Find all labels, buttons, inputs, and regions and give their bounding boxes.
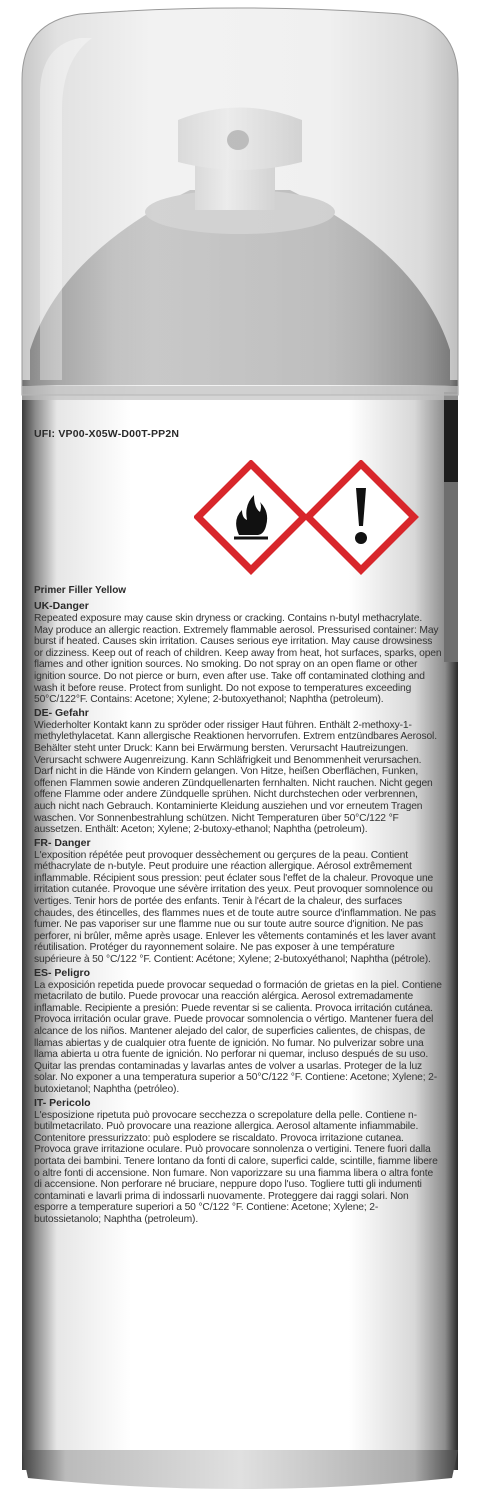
section-text: L'esposizione ripetuta può provocare secchezza o screpolature della pelle. Contiene n-butilmetacrilato. Può provocare una reazione allergica. Aerosol altamente infiammabile. Contenitore pressurizzato: può esplodere se riscaldato. Provoca irritazione cutanea. Provoca grave irritazione oculare. Può provocare sonnolenza o vertigini. Tenere fuori dalla portata dei bambini. Tenere lontano da fonti di calore, superfici calde, scintille, fiamme libere o altre fonti di accensione. Non fumare. Non vaporizzare su una fiamma libera o altra fonte di accensione. Non perforare né bruciare, neppure dopo l'uso. Togliere tutti gli indumenti contaminati e lavarli prima di indossarli nuovamente. Proteggere dai raggi solari. Non esporre a temperature superiori a 50 °C/122 °F. Contiene: Acetone; Xylene; 2-butossietanolo; Naphtha (petroleum). xyxy=(34,1109,438,1225)
cap-rim xyxy=(22,386,458,400)
section-title: ES- Peligro xyxy=(34,966,91,979)
section-text: Repeated exposure may cause skin dryness or cracking. Contains n-butyl methacrylate. May produce an allergic reaction. Extremely flammable aerosol. Pressurised container: May burst if heated. Causes skin irritation. Causes serious eye irritation. May cause drowsiness or dizziness. Keep out of reach of children. Keep away from heat, hot surfaces, sparks, open flames and other ignition sources. No smoking. Do not spray on an open flame or other ignition source. Do not pierce or burn, even after use. Take off contaminated clothing and wash it before reuse. Protect from sunlight. Do not expose to temperatures exceeding 50°C/122°F. Contains: Acetone; Xylene; 2-butoxyethanol; Naphtha (petroleum). xyxy=(34,613,442,706)
transparent-cap xyxy=(22,8,458,395)
section-text: La exposición repetida puede provocar sequedad o formación de grietas en la piel. Contiene metacrilato de butilo. Puede provocar una reacción alérgica. Aerosol extremadamente inflamable. Recipiente a presión: Puede reventar si se calienta. Provoca irritación cutánea. Provoca irritación ocular grave. Puede provocar somnolencia o vértigo. Mantener fuera del alcance de los niños. Mantener alejado del calor, de superficies calientes, de chispas, de llamas abiertas y de cualquier otra fuente de ignición. No fumar. No pulverizar sobre una llama abierta u otra fuente de ignición. No perforar ni quemar, incluso después de su uso. Quitar las prendas contaminadas y lavarlas antes de volver a usarlas. Proteger de la luz solar. No exponer a una temperatura superior a 50°C/122 °F. Contiene: Acetone; Xylene; 2-butoxietanol; Naphtha (petróleo). xyxy=(34,979,442,1095)
exclamation-mark-pictogram-icon xyxy=(308,464,414,570)
section-title: DE- Gefahr xyxy=(34,706,89,719)
section-es xyxy=(34,967,442,1096)
section-title: UK-Danger xyxy=(34,600,89,612)
can-bottom-rim xyxy=(22,1450,458,1489)
section-title: IT- Pericolo xyxy=(34,1096,91,1109)
can-right-stripe xyxy=(444,392,458,482)
section-text: Wiederholter Kontakt kann zu spröder oder rissiger Haut führen. Enthält 2-methoxy-1-methylethylacetat. Kann allergische Reaktionen hervorrufen. Extrem entzündbares Aerosol. Behälter steht unter Druck: Kann bei Erwärmung bersten. Verursacht Hautreizungen. Verursacht schwere Augenreizung. Kann Schläfrigkeit und Benommenheit verursachen. Darf nicht in die Hände von Kindern gelangen. Von Hitze, heißen Oberflächen, Funken, offenen Flammen sowie anderen Zündquellenarten fernhalten. Nicht rauchen. Nicht gegen offene Flamme oder andere Zündquelle sprühen. Nicht durchstechen oder verbrennen, auch nicht nach Gebrauch. Kontaminierte Kleidung ausziehen und vor erneutem Tragen waschen. Vor Sonnenbestrahlung schützen. Nicht Temperaturen über 50°C/122 °F aussetzen. Enthält: Aceton; Xylene; 2-butoxy-ethanol; Naphtha (petroleum). xyxy=(34,719,437,836)
ufi-code: UFI: VP00-X05W-D00T-PP2N xyxy=(34,428,180,440)
hazard-statements xyxy=(34,600,442,1227)
product-name: Primer Filler Yellow xyxy=(34,585,127,596)
section-uk xyxy=(34,600,442,706)
section-title: FR- Danger xyxy=(34,836,91,849)
section-text: L'exposition répétée peut provoquer dessèchement ou gerçures de la peau. Contient méthacrylate de n-butyle. Peut produire une réaction allergique. Aérosol extrêmement inflammable. Récipient sous pression: peut éclater sous l'effet de la chaleur. Provoque une irritation cutanée. Provoque une sévère irritation des yeux. Peut provoquer somnolence ou vertiges. Tenir hors de portée des enfants. Tenir à l'écart de la chaleur, des surfaces chaudes, des étincelles, des flammes nues et de toute autre source d'inflammation. Ne pas fumer. Ne pas vaporiser sur une flamme nue ou sur toute autre source d'ignition. Ne pas perforer, ni brûler, même après usage. Enlever les vêtements contaminés et les laver avant réutilisation. Protéger du rayonnement solaire. Ne pas exposer à une température supérieure à 50 °C/122 °F. Contient: Acétone; Xylene; 2-butoxyéthanol; Naphtha (pétrole). xyxy=(34,849,436,966)
flame-pictogram-icon xyxy=(198,464,304,570)
section-de xyxy=(34,707,442,836)
hazard-pictograms xyxy=(194,460,424,580)
can-right-stripe-lower xyxy=(444,482,458,662)
product-label xyxy=(34,420,446,1450)
section-it xyxy=(34,1097,442,1226)
section-fr xyxy=(34,837,442,966)
